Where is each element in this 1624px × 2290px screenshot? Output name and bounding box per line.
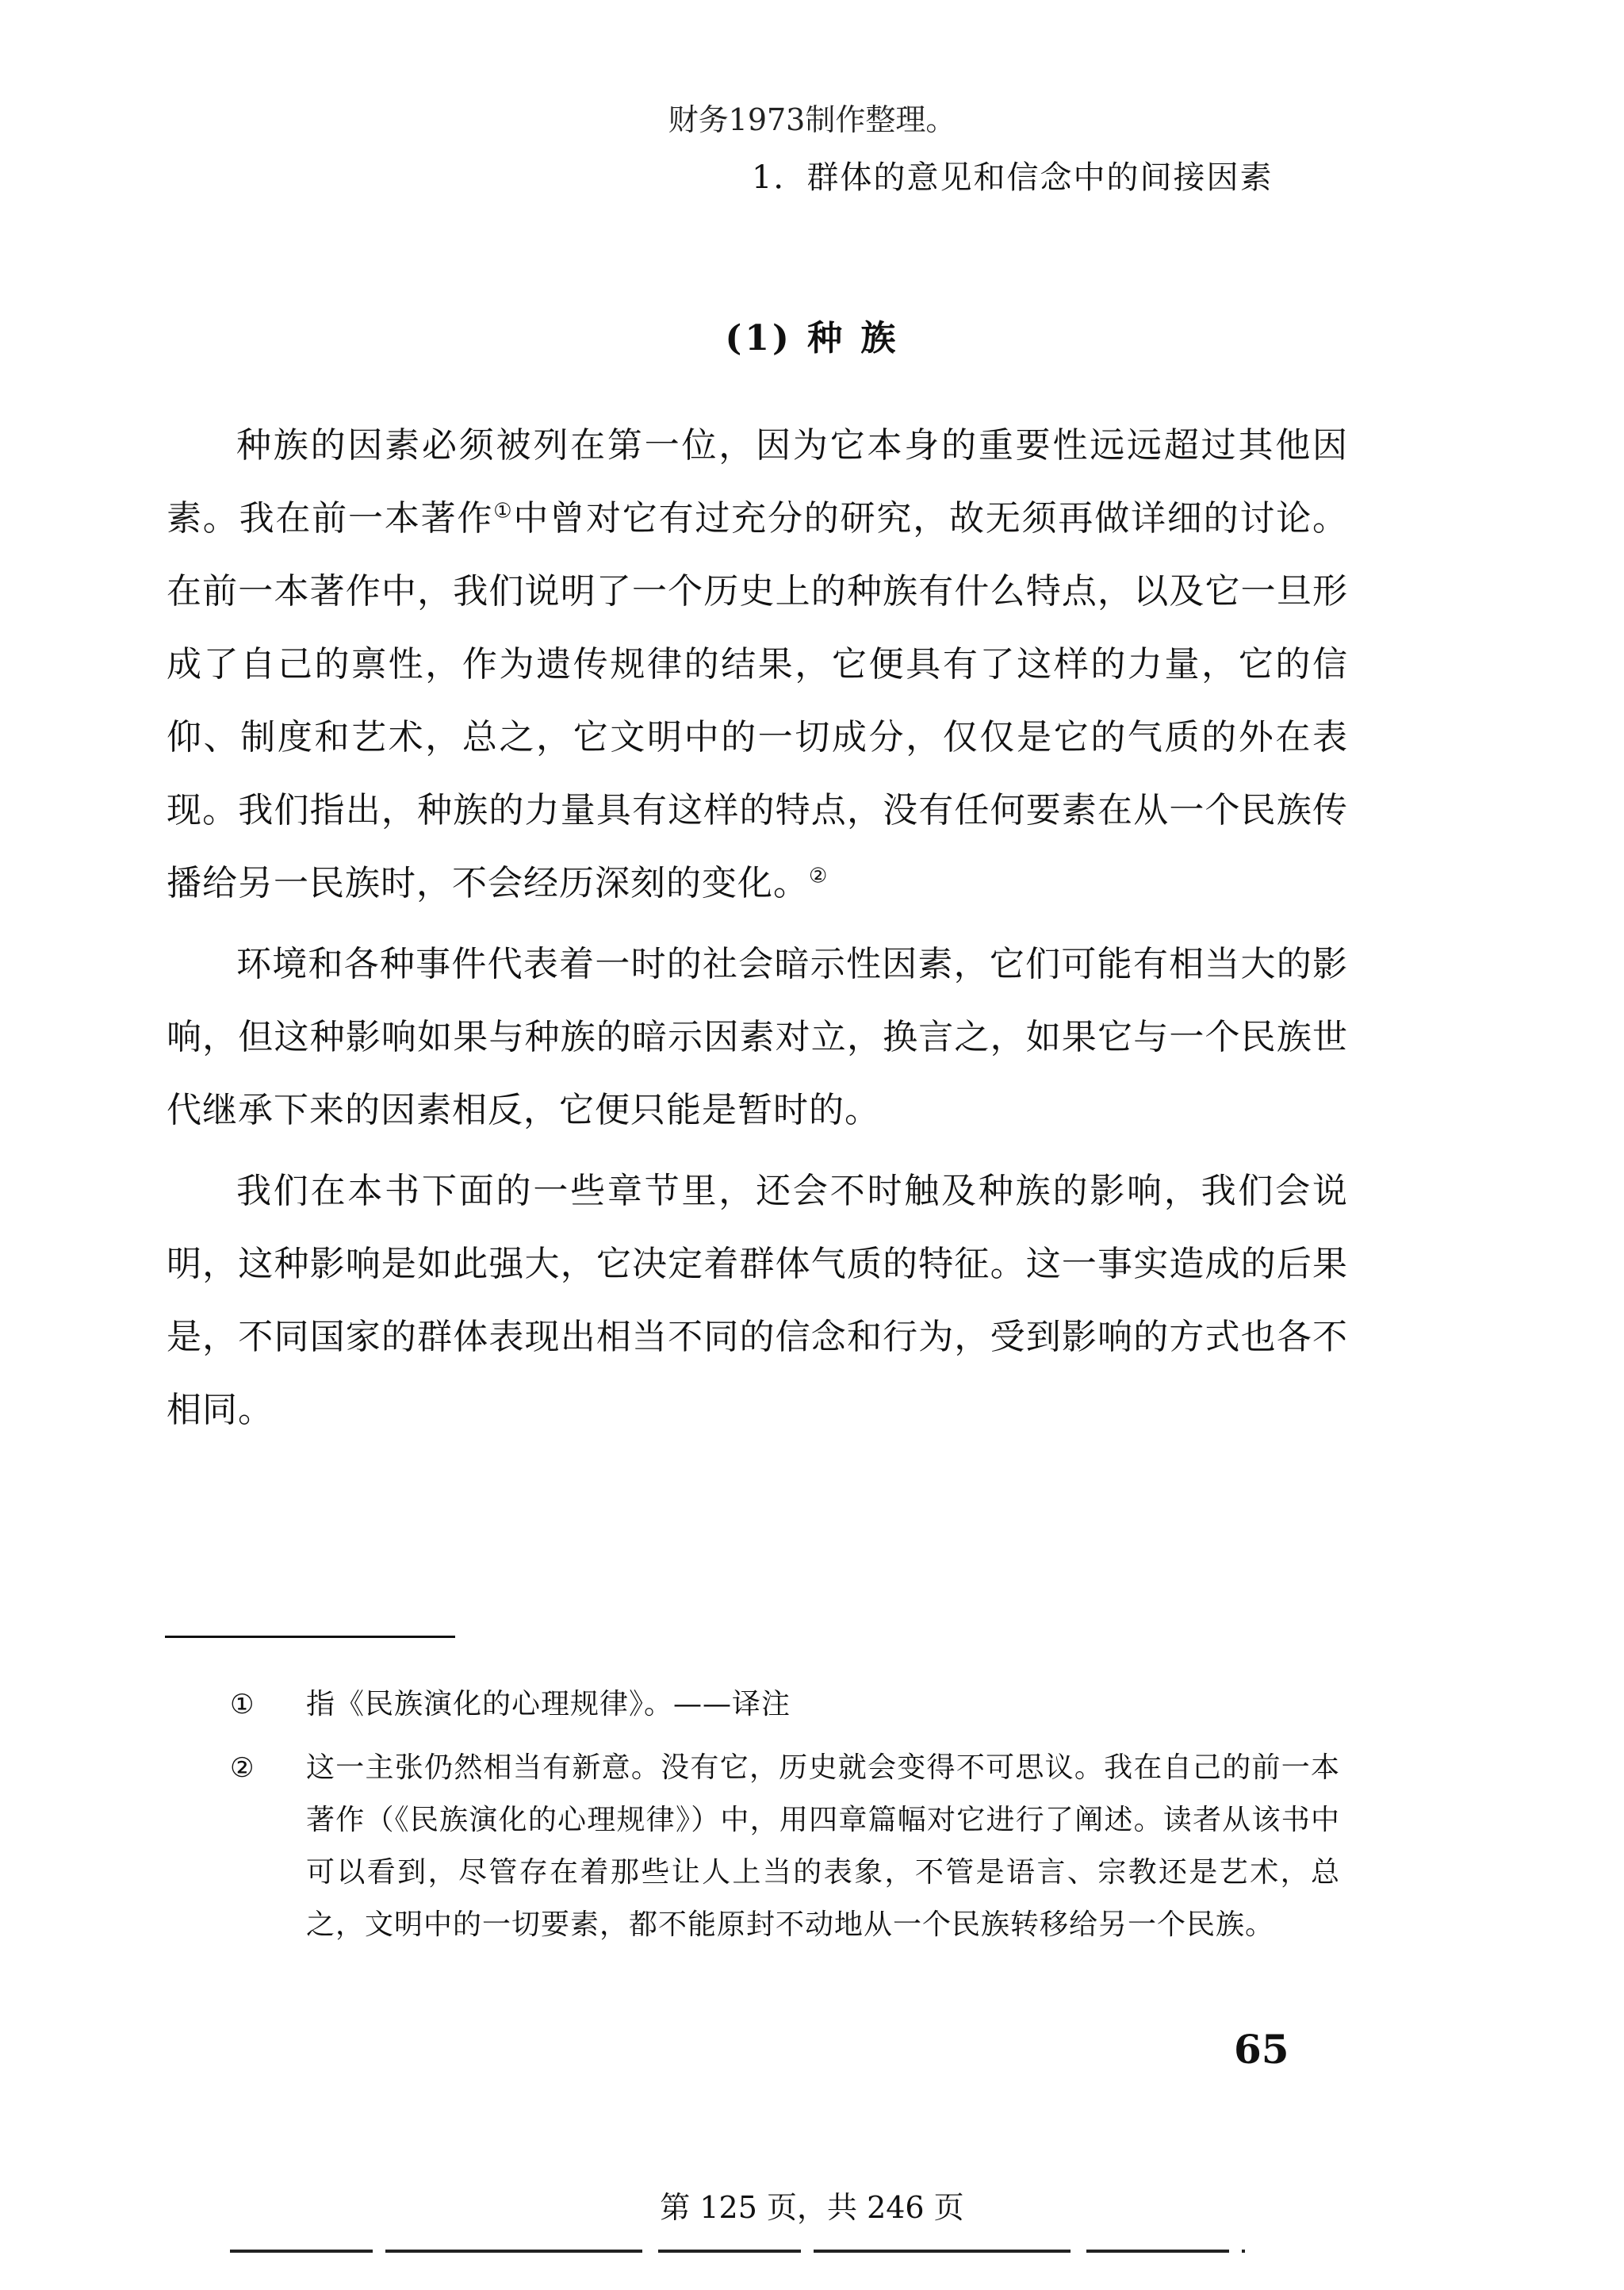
- running-header: 1．群体的意见和信念中的间接因素: [752, 159, 1274, 196]
- paragraph: 我们在本书下面的一些章节里，还会不时触及种族的影响，我们会说明，这种影响是如此强大，它决定着群体气质的特征。这一事实造成的后果是，不同国家的群体表现出相当不同的信念和行为，受到影响的方式也各不相同。: [167, 1171, 1348, 1430]
- footnote-ref-2: ②: [809, 864, 829, 888]
- paragraph: [167, 409, 1348, 920]
- footnote-ref-1: ①: [493, 499, 514, 524]
- paragraph: 环境和各种事件代表着一时的社会暗示性因素，它们可能有相当大的影响，但这种影响如果与种族的暗示因素对立，换言之，如果它与一个民族世代继承下来的因素相反，它便只能是暂时的。: [167, 944, 1348, 1130]
- footnote-item: [230, 1742, 1340, 1951]
- paragraph-text: 种族的因素必须被列在第一位，因为它本身的重要性远远超过其他因素。我在前一本著作: [167, 425, 1348, 539]
- footnote-item: [230, 1678, 1340, 1731]
- page-number: 65: [1234, 2026, 1289, 2073]
- footnote-text: 指《民族演化的心理规律》。——译注: [306, 1688, 791, 1720]
- page-footer: 第 125 页，共 246 页: [660, 2190, 964, 2225]
- section-heading: (1) 种 族: [725, 318, 899, 359]
- footnote-text: 这一主张仍然相当有新意。没有它，历史就会变得不可思议。我在自己的前一本著作（《民族演化的心理规律》）中，用四章篇幅对它进行了阐述。读者从该书中可以看到，尽管存在着那些让人上当的表象，不管是语言、宗教还是艺术，总之，文明中的一切要素，都不能原封不动地从一个民族转移给另一个民族。: [306, 1751, 1340, 1941]
- scan-artifact-rule: [230, 2250, 1245, 2253]
- footnotes: [230, 1678, 1340, 1962]
- body-text: [167, 409, 1348, 1455]
- watermark-text: 财务1973制作整理。: [668, 102, 956, 137]
- paragraph-text: 中曾对它有过充分的研究，故无须再做详细的讨论。在前一本著作中，我们说明了一个历史上的种族有什么特点，以及它一旦形成了自己的禀性，作为遗传规律的结果，它便具有了这样的力量，它的信仰、制度和艺术，总之，它文明中的一切成分，仅仅是它的气质的外在表现。我们指出，种族的力量具有这样的特点，没有任何要素在从一个民族传播给另一民族时，不会经历深刻的变化。: [167, 498, 1349, 903]
- footnote-divider: [165, 1636, 455, 1638]
- footnote-number: ①: [230, 1689, 255, 1720]
- footnote-number: ②: [230, 1752, 255, 1784]
